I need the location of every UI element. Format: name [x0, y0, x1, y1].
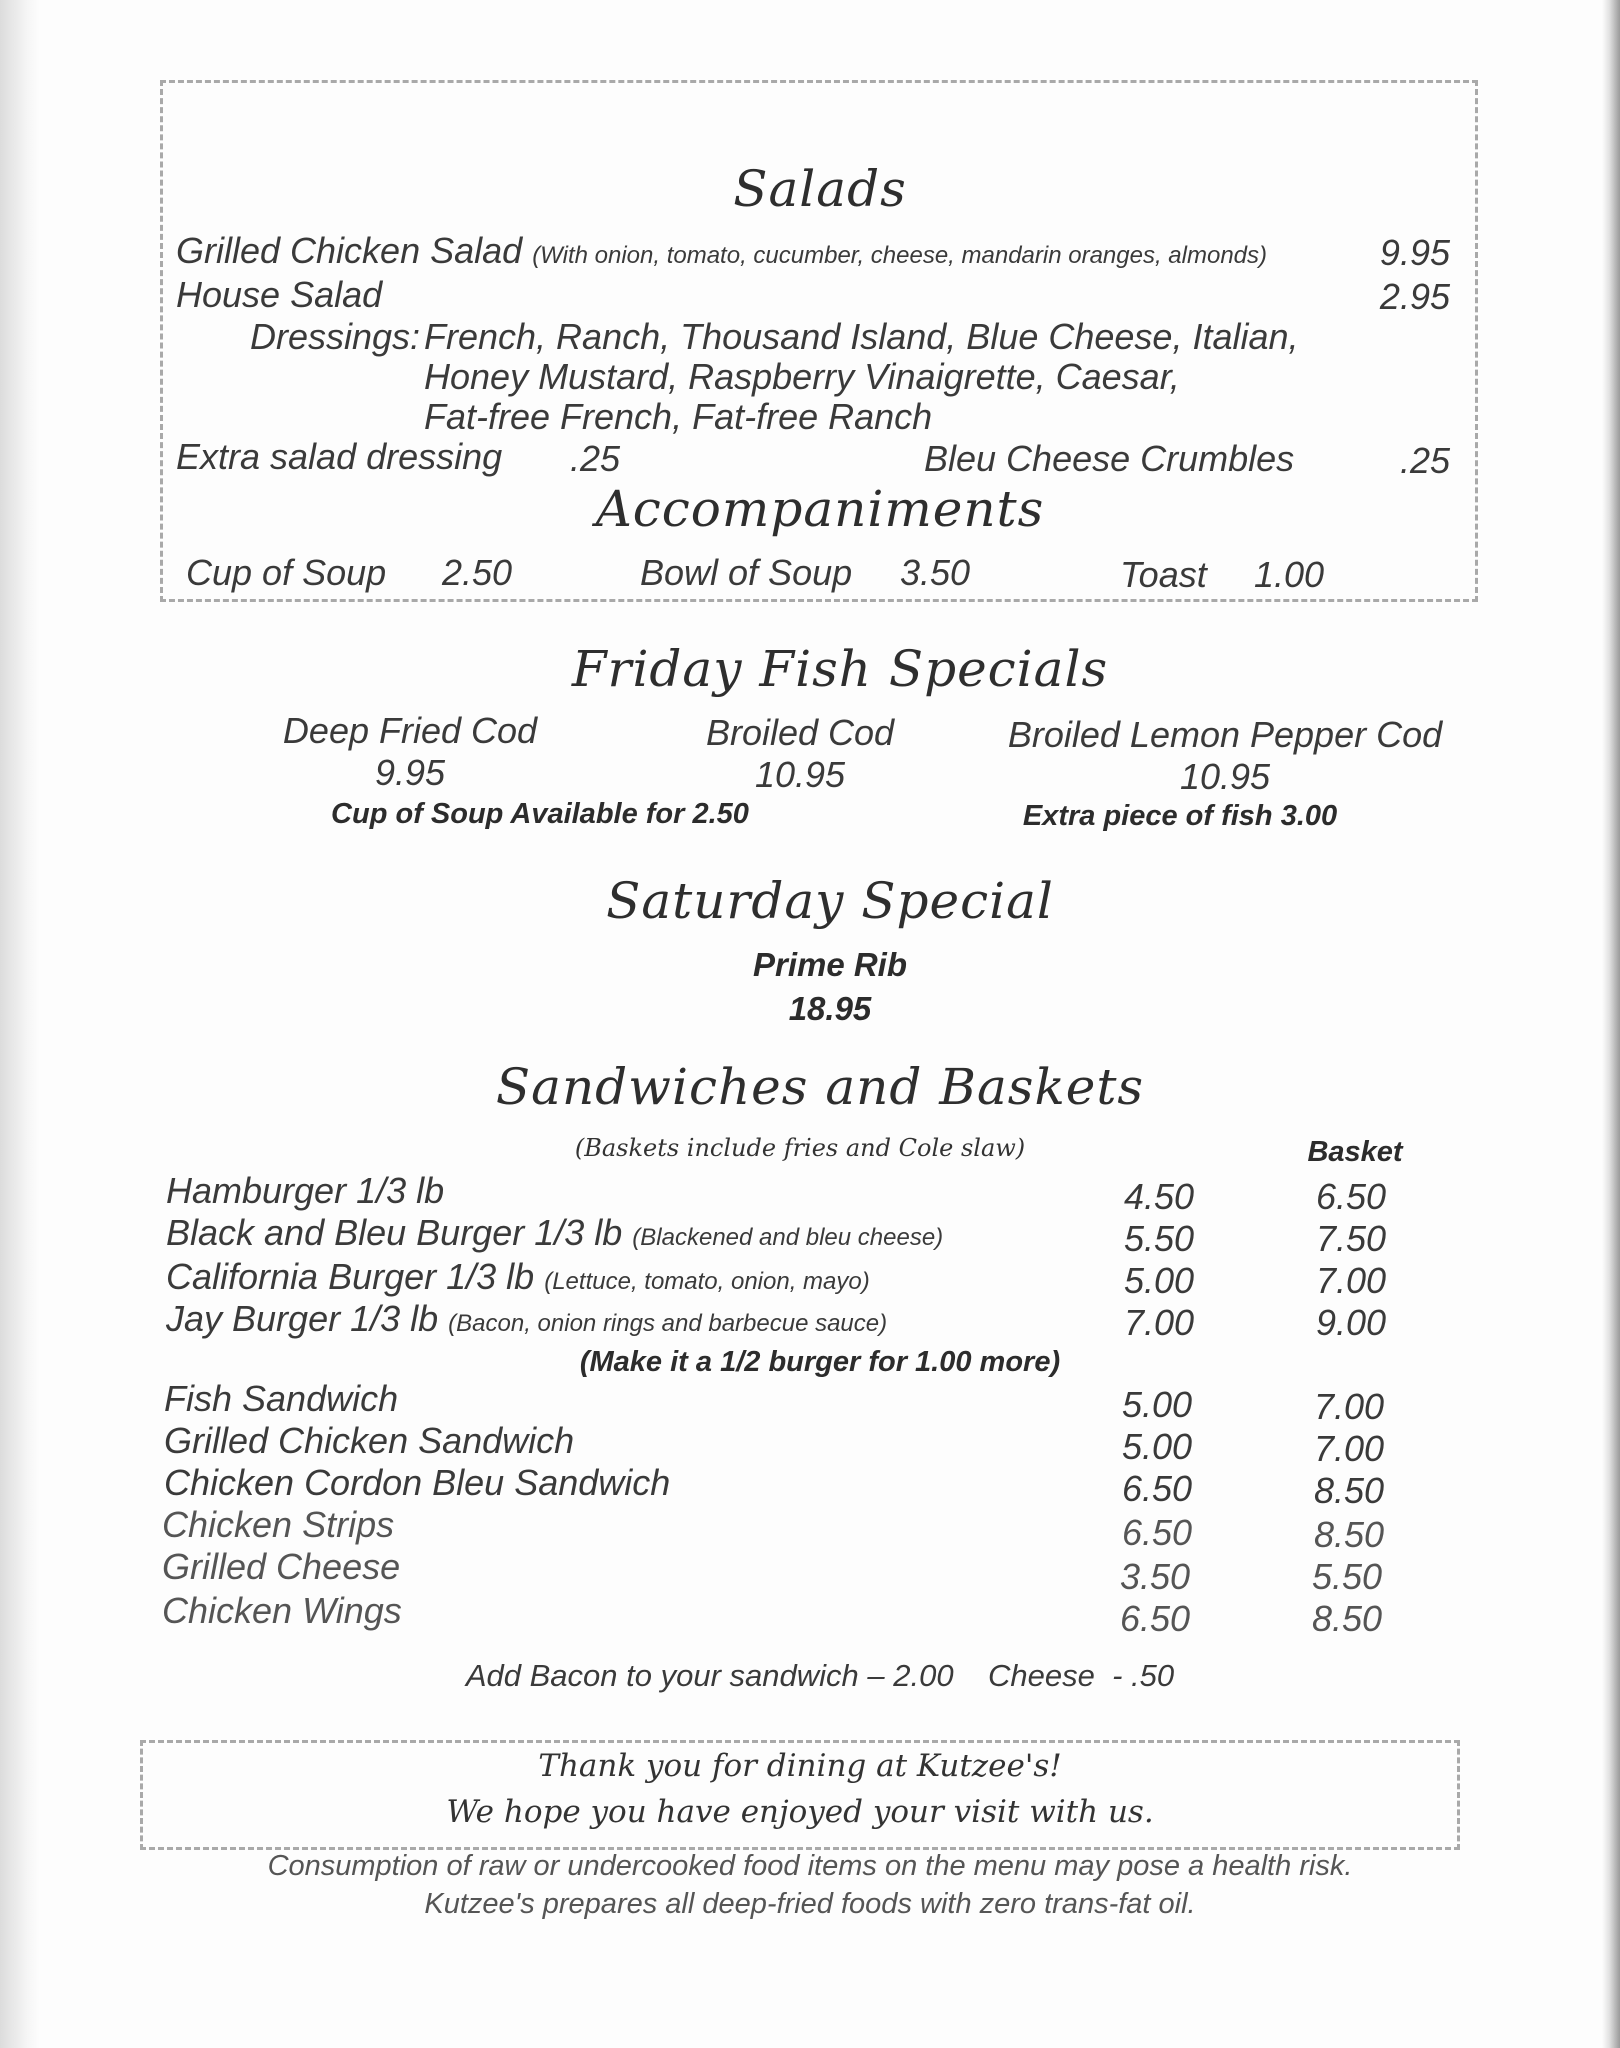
menu-row-chicken-cordon-bleu: Chicken Cordon Bleu Sandwich: [164, 1462, 671, 1503]
dressings-line-2: Honey Mustard, Raspberry Vinaigrette, Caesar,: [424, 356, 1180, 397]
extra-salad-dressing: Extra salad dressing: [176, 436, 503, 477]
item-name: Black and Bleu Burger 1/3 lb: [166, 1212, 623, 1253]
grilled-cheese-price: 3.50: [1120, 1556, 1191, 1597]
saturday-title: Saturday Special: [606, 872, 1054, 930]
black-and-bleu-price: 5.50: [1124, 1218, 1195, 1259]
item-note: (Lettuce, tomato, onion, mayo): [544, 1268, 870, 1295]
california-price: 5.00: [1124, 1260, 1195, 1301]
hamburger-price: 4.50: [1124, 1176, 1195, 1217]
chicken-strips-basket-price: 8.50: [1314, 1514, 1385, 1555]
broiled-lemon-pepper-cod-price: 10.95: [1179, 756, 1271, 797]
house-salad-price: 2.95: [1379, 276, 1450, 317]
menu-row-grilled-cheese: Grilled Cheese: [162, 1546, 401, 1587]
menu-row-chicken-strips: Chicken Strips: [162, 1504, 395, 1545]
toast-price: 1.00: [1254, 554, 1325, 595]
prime-rib-price: 18.95: [788, 990, 872, 1027]
item-name: California Burger 1/3 lb: [166, 1256, 535, 1297]
menu-row-jay-burger: [166, 1298, 887, 1340]
broiled-lemon-pepper-cod: Broiled Lemon Pepper Cod: [1007, 714, 1443, 755]
item-name: Hamburger 1/3 lb: [166, 1170, 445, 1211]
deep-fried-cod: Deep Fried Cod: [282, 710, 538, 751]
salads-title: Salads: [733, 160, 907, 218]
menu-row-california: [166, 1256, 870, 1298]
grilled-chicken-salad-price: 9.95: [1379, 232, 1450, 273]
dressings-line-1: French, Ranch, Thousand Island, Blue Cheese, Italian,: [424, 316, 1299, 357]
toast: Toast: [1120, 554, 1207, 595]
baskets-subtitle: (Baskets include fries and Cole slaw): [574, 1134, 1026, 1162]
accompaniments-title: Accompaniments: [595, 480, 1045, 538]
bleu-cheese-crumbles-price: .25: [1399, 440, 1450, 481]
cup-of-soup-price: 2.50: [442, 552, 513, 593]
chicken-cordon-bleu-basket-price: 8.50: [1314, 1470, 1385, 1511]
item-name: Jay Burger 1/3 lb: [166, 1298, 439, 1339]
cup-of-soup: Cup of Soup: [186, 552, 387, 593]
chicken-cordon-bleu-price: 6.50: [1122, 1468, 1193, 1509]
menu-row-grilled-chicken-sandwich: Grilled Chicken Sandwich: [164, 1420, 575, 1461]
bowl-of-soup-price: 3.50: [900, 552, 971, 593]
page-shadow-right: [1602, 0, 1620, 2048]
friday-title: Friday Fish Specials: [571, 640, 1109, 698]
bowl-of-soup: Bowl of Soup: [640, 552, 853, 593]
health-risk-disclaimer: Consumption of raw or undercooked food items on the menu may pose a health risk.: [267, 1850, 1353, 1882]
page-shadow-left: [0, 0, 40, 2048]
prime-rib: Prime Rib: [752, 946, 908, 983]
extra-fish-note: Extra piece of fish 3.00: [1022, 800, 1338, 832]
jay-burger-basket-price: 9.00: [1316, 1302, 1387, 1343]
hamburger-basket-price: 6.50: [1316, 1176, 1387, 1217]
chicken-wings-price: 6.50: [1120, 1598, 1191, 1639]
trans-fat-disclaimer: Kutzee's prepares all deep-fried foods with zero trans-fat oil.: [424, 1888, 1196, 1920]
half-burger-note: (Make it a 1/2 burger for 1.00 more): [579, 1346, 1061, 1378]
thank-you-line: Thank you for dining at Kutzee's!: [538, 1748, 1062, 1784]
grilled-chicken-salad: [176, 230, 1267, 272]
dressings-line-3: Fat-free French, Fat-free Ranch: [424, 396, 933, 437]
jay-burger-price: 7.00: [1124, 1302, 1195, 1343]
chicken-strips-price: 6.50: [1122, 1512, 1193, 1553]
grilled-chicken-sandwich-basket-price: 7.00: [1314, 1428, 1385, 1469]
add-on-line: Add Bacon to your sandwich – 2.00 Cheese - .50: [465, 1658, 1175, 1693]
menu-row-black-and-bleu: [166, 1212, 943, 1254]
deep-fried-cod-price: 9.95: [374, 752, 446, 793]
fish-sandwich-price: 5.00: [1122, 1384, 1193, 1425]
item-note: (Bacon, onion rings and barbecue sauce): [448, 1310, 888, 1337]
dressings-label: Dressings:: [250, 316, 421, 357]
menu-row-chicken-wings: Chicken Wings: [162, 1590, 402, 1631]
broiled-cod: Broiled Cod: [705, 712, 895, 753]
soup-available-note: Cup of Soup Available for 2.50: [331, 798, 749, 830]
item-name: Grilled Chicken Salad: [176, 230, 523, 271]
basket-column-header: Basket: [1307, 1136, 1403, 1168]
broiled-cod-price: 10.95: [754, 754, 846, 795]
bleu-cheese-crumbles: Bleu Cheese Crumbles: [924, 438, 1295, 479]
menu-row-hamburger: [166, 1170, 444, 1212]
grilled-chicken-sandwich-price: 5.00: [1122, 1426, 1193, 1467]
item-note: (With onion, tomato, cucumber, cheese, mandarin oranges, almonds): [532, 242, 1268, 269]
menu-row-fish-sandwich: Fish Sandwich: [164, 1378, 399, 1419]
sandwiches-title: Sandwiches and Baskets: [495, 1058, 1145, 1116]
chicken-wings-basket-price: 8.50: [1312, 1598, 1383, 1639]
extra-salad-dressing-price: .25: [570, 438, 621, 479]
house-salad: House Salad: [176, 274, 383, 315]
black-and-bleu-basket-price: 7.50: [1316, 1218, 1387, 1259]
california-basket-price: 7.00: [1316, 1260, 1387, 1301]
grilled-cheese-basket-price: 5.50: [1312, 1556, 1383, 1597]
item-note: (Blackened and bleu cheese): [632, 1224, 944, 1251]
fish-sandwich-basket-price: 7.00: [1314, 1386, 1385, 1427]
enjoyed-visit-line: We hope you have enjoyed your visit with us.: [446, 1794, 1154, 1830]
